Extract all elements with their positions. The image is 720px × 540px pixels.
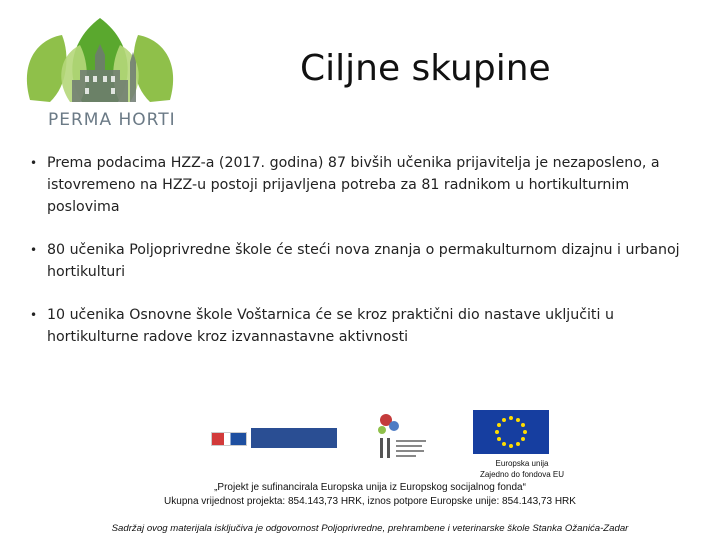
list-item (30, 152, 702, 218)
structural-funds-badge (251, 428, 337, 448)
eu-caption-line: Europska unija (495, 459, 549, 468)
project-funding-text (140, 481, 600, 509)
list-item-text: 80 učenika Poljoprivredne škole će steći nova znanja o permakulturnom dizajnu i urbanoj hortikulturi (47, 242, 680, 280)
eu-caption-line: Zajedno do fondova EU (479, 470, 565, 479)
bullet-icon: • (30, 243, 38, 257)
bullet-icon: • (30, 156, 38, 170)
croatian-flag-icon (211, 432, 247, 446)
esf-logo (372, 410, 436, 462)
project-value-line: Ukupna vrijednost projekta: 854.143,73 HRK, iznos potpore Europske unije: 854.143,73 HRK (164, 496, 576, 507)
logo-text: PERMA HORTI (48, 110, 176, 130)
eu-stars-icon (473, 410, 549, 454)
list-item (30, 304, 702, 348)
page-title: Ciljne skupine (300, 48, 551, 89)
logo-leaves-icon (10, 10, 190, 110)
list-item-text: 10 učenika Osnovne škole Voštarnica će se kroz praktični dio nastave uključiti u hortikulturne radove kroz izvannastavne aktivnosti (47, 307, 614, 345)
perma-horti-logo (10, 10, 190, 128)
eu-flag (473, 410, 549, 454)
target-groups-list (30, 152, 702, 369)
project-funding-line: „Projekt je sufinancirala Europska unija iz Europskog socijalnog fonda“ (214, 482, 526, 493)
list-item (30, 239, 702, 283)
bullet-icon: • (30, 308, 38, 322)
eu-structural-funds-logo (205, 418, 337, 458)
esf-emblem-icon (372, 410, 436, 462)
eu-caption (470, 458, 574, 480)
list-item-text: Prema podacima HZZ-a (2017. godina) 87 bivših učenika prijavitelja je nezaposleno, a istovremeno na HZZ-u postoji prijavljena potreba za 81 radnikom u hortikulturnim poslovima (47, 155, 660, 215)
disclaimer-footer: Sadržaj ovog materijala isključiva je odgovornost Poljoprivredne, prehrambene i veterinarske škole Stanka Ožanića-Zadar (111, 523, 629, 534)
